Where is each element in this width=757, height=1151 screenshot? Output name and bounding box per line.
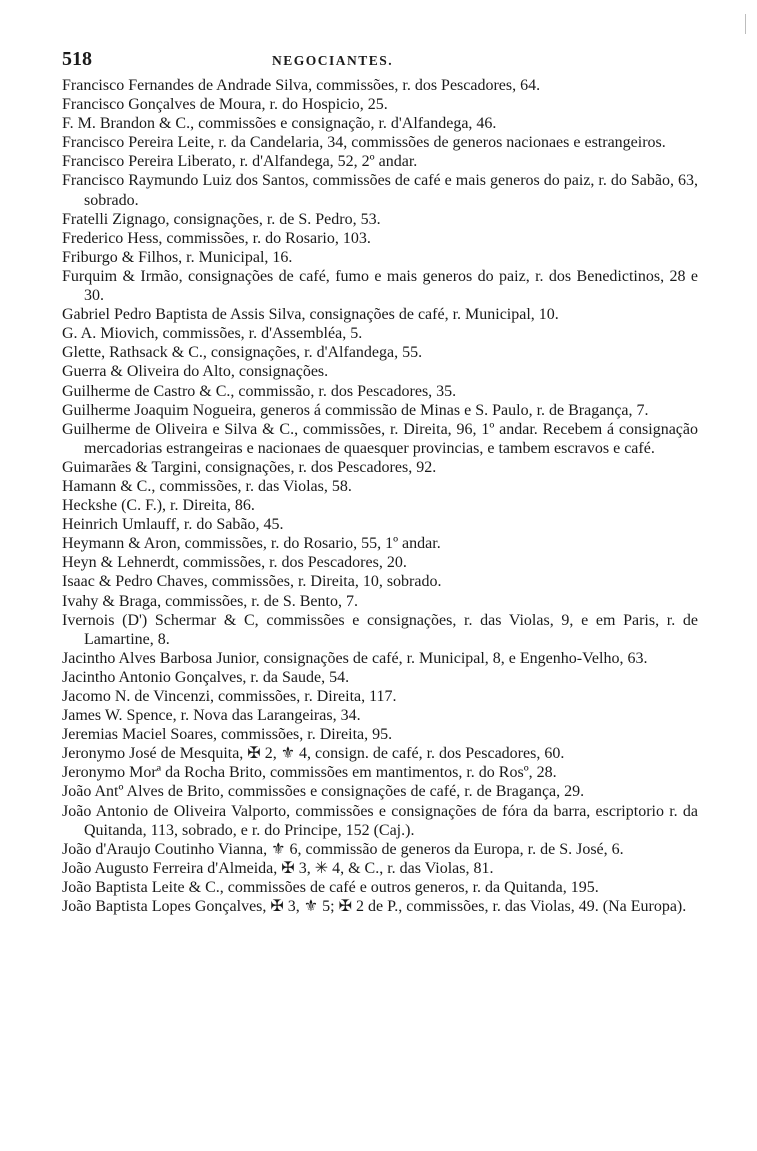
- merchant-entry: Jeronymo José de Mesquita, ✠ 2, ⚜ 4, consign. de café, r. dos Pescadores, 60.: [62, 745, 565, 763]
- merchant-entry: Francisco Fernandes de Andrade Silva, commissões, r. dos Pescadores, 64.: [62, 77, 541, 94]
- merchant-entry: João d'Araujo Coutinho Vianna, ⚜ 6, commissão de generos da Europa, r. de S. José, 6.: [62, 840, 624, 858]
- merchant-entry: Ivernois (D') Schermar & C, commissões e consignações, r. das Violas, 9, e em Paris, r. de Lamartine, 8.: [62, 611, 698, 648]
- merchant-entry: João Antº Alves de Brito, commissões e consignações de café, r. de Bragança, 29.: [62, 783, 585, 801]
- merchant-entry: Guilherme Joaquim Nogueira, generos á commissão de Minas e S. Paulo, r. de Bragança, 7.: [62, 401, 649, 419]
- merchant-entry: Furquim & Irmão, consignações de café, fumo e mais generos do paiz, r. dos Benedictinos, 28 e 30.: [62, 267, 698, 305]
- merchant-entry: Isaac & Pedro Chaves, commissões, r. Direita, 10, sobrado.: [62, 573, 442, 591]
- merchant-entry: G. A. Miovich, commissões, r. d'Assembléa, 5.: [62, 325, 363, 343]
- merchant-entry: Francisco Pereira Liberato, r. d'Alfandega, 52, 2º andar.: [62, 153, 418, 171]
- merchant-entry: Glette, Rathsack & C., consignações, r. d'Alfandega, 55.: [62, 344, 423, 362]
- merchant-entry: João Antonio de Oliveira Valporto, commissões e consignações de fóra da barra, escriptorio r. da Quitanda, 113, sobrado, e r. do Principe, 152 (Caj.).: [62, 802, 698, 839]
- merchant-entry: F. M. Brandon & C., commissões e consignação, r. d'Alfandega, 46.: [62, 115, 497, 133]
- merchant-entry: Frederico Hess, commissões, r. do Rosario, 103.: [62, 229, 371, 247]
- scan-edge-mark: [745, 14, 746, 34]
- merchant-entry: Ivahy & Braga, commissões, r. de S. Bento, 7.: [62, 592, 358, 610]
- page-header: [62, 48, 698, 74]
- merchant-entry: Hamann & C., commissões, r. das Violas, 58.: [62, 477, 352, 495]
- merchant-entry: Francisco Gonçalves de Moura, r. do Hospicio, 25.: [62, 96, 388, 114]
- merchant-entry: Jeronymo Morª da Rocha Brito, commissões em mantimentos, r. do Rosº, 28.: [62, 764, 557, 782]
- directory-page: [62, 48, 698, 916]
- merchant-entry: Guilherme de Oliveira e Silva & C., commissões, r. Direita, 96, 1º andar. Recebem á consignação mercadorias estrangeiras e nacionaes de quaesquer provincias, e tambem escravos e café.: [62, 420, 698, 457]
- merchant-entry: Heyn & Lehnerdt, commissões, r. dos Pescadores, 20.: [62, 554, 407, 572]
- merchant-entry: Francisco Pereira Leite, r. da Candelaria, 34, commissões de generos nacionaes e estrangeiros.: [62, 134, 666, 152]
- merchant-entry: Fratelli Zignago, consignações, r. de S. Pedro, 53.: [62, 210, 381, 228]
- merchant-entry: Guilherme de Castro & C., commissão, r. dos Pescadores, 35.: [62, 382, 457, 400]
- merchant-entry: Jeremias Maciel Soares, commissões, r. Direita, 95.: [62, 726, 393, 744]
- merchant-entry: Guimarães & Targini, consignações, r. dos Pescadores, 92.: [62, 458, 437, 476]
- merchant-entry: Jacintho Antonio Gonçalves, r. da Saude, 54.: [62, 668, 350, 686]
- merchant-entry: Jacintho Alves Barbosa Junior, consignações de café, r. Municipal, 8, e Engenho-Velho, 63.: [62, 649, 648, 667]
- merchant-entry: João Augusto Ferreira d'Almeida, ✠ 3, ✳ 4, & C., r. das Violas, 81.: [62, 859, 494, 877]
- merchant-entry: Guerra & Oliveira do Alto, consignações.: [62, 363, 329, 381]
- merchant-entry: João Baptista Lopes Gonçalves, ✠ 3, ⚜ 5; ✠ 2 de P., commissões, r. das Violas, 49. (Na Europa).: [62, 898, 687, 916]
- page-number: 518: [62, 48, 92, 70]
- merchant-entry: Friburgo & Filhos, r. Municipal, 16.: [62, 248, 293, 266]
- merchant-entry: Gabriel Pedro Baptista de Assis Silva, consignações de café, r. Municipal, 10.: [62, 306, 559, 324]
- merchant-entries: [62, 76, 698, 916]
- merchant-entry: João Baptista Leite & C., commissões de café e outros generos, r. da Quitanda, 195.: [62, 878, 599, 896]
- merchant-entry: Heckshe (C. F.), r. Direita, 86.: [62, 497, 255, 515]
- merchant-entry: James W. Spence, r. Nova das Larangeiras, 34.: [62, 707, 361, 725]
- merchant-entry: Heymann & Aron, commissões, r. do Rosario, 55, 1º andar.: [62, 535, 441, 553]
- merchant-entry: Jacomo N. de Vincenzi, commissões, r. Direita, 117.: [62, 688, 397, 705]
- running-title: NEGOCIANTES.: [272, 53, 394, 68]
- merchant-entry: Heinrich Umlauff, r. do Sabão, 45.: [62, 516, 284, 534]
- merchant-entry: Francisco Raymundo Luiz dos Santos, commissões de café e mais generos do paiz, r. do Sabão, 63, sobrado.: [62, 172, 698, 209]
